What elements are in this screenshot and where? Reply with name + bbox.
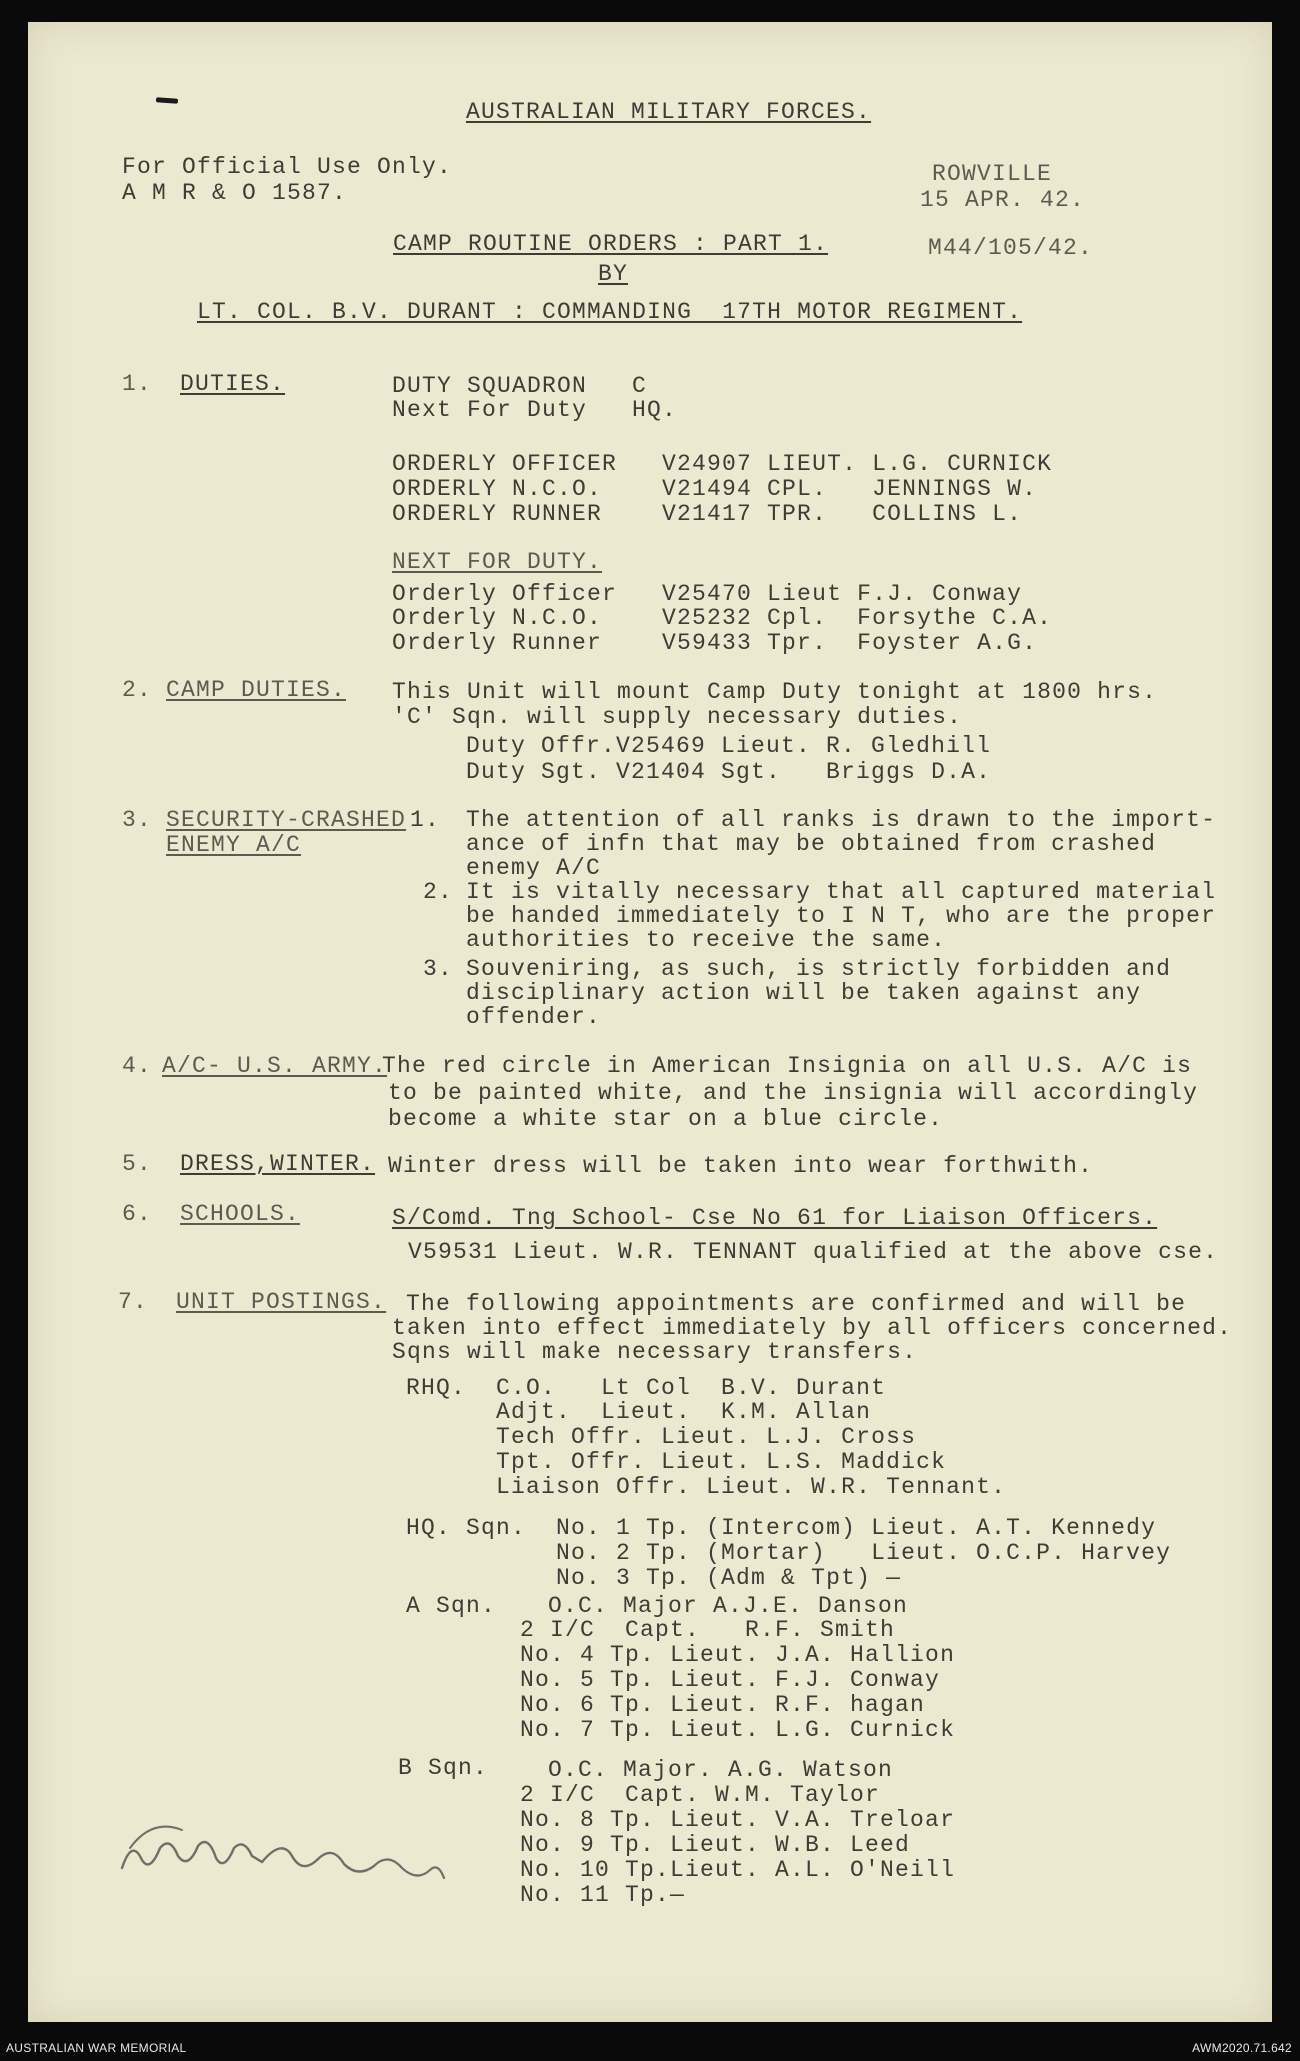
orders-title: CAMP ROUTINE ORDERS : PART 1. [393, 231, 829, 257]
paragraph-number: 1. [410, 807, 441, 833]
handwritten-signature [112, 1778, 472, 1898]
postings-text: The following appointments are confirmed and will be [406, 1291, 1187, 1317]
section-heading-camp-duties: CAMP DUTIES. [166, 677, 347, 703]
section-number: 3. [122, 807, 153, 833]
rhq-posting: Adjt. Lieut. K.M. Allan [406, 1399, 872, 1425]
security-text: The attention of all ranks is drawn to the import- [466, 807, 1217, 833]
section-heading-duties: DUTIES. [180, 371, 286, 397]
a-sqn-posting: No. 5 Tp. Lieut. F.J. Conway [520, 1667, 941, 1693]
dress-text: Winter dress will be taken into wear forthwith. [388, 1153, 1094, 1179]
security-text: authorities to receive the same. [466, 927, 947, 953]
hq-sqn-posting: No. 3 Tp. (Adm & Tpt) — [406, 1565, 902, 1591]
b-sqn-posting: No. 9 Tp. Lieut. W.B. Leed [520, 1832, 911, 1858]
section-heading-security-line2: ENEMY A/C [166, 832, 302, 858]
paragraph-number: 2. [423, 879, 454, 905]
section-number: 2. [122, 677, 153, 703]
next-orderly-nco: Orderly N.C.O. V25232 Cpl. Forsythe C.A. [392, 605, 1053, 631]
camp-duties-line: This Unit will mount Camp Duty tonight at 1800 hrs. [392, 679, 1158, 705]
postings-text: taken into effect immediately by all officers concerned. [392, 1315, 1233, 1341]
a-sqn-posting: No. 7 Tp. Lieut. L.G. Curnick [520, 1717, 956, 1743]
archive-name: AUSTRALIAN WAR MEMORIAL [6, 2041, 187, 2055]
postings-text: Sqns will make necessary transfers. [392, 1339, 918, 1365]
section-heading-security: SECURITY-CRASHED [166, 807, 407, 833]
archive-reference: AWM2020.71.642 [1192, 2041, 1292, 2055]
rhq-posting: Liaison Offr. Lieut. W.R. Tennant. [406, 1474, 1007, 1500]
official-use-label: For Official Use Only. [122, 154, 453, 180]
amr-reference: A M R & O 1587. [122, 180, 348, 206]
schools-text: V59531 Lieut. W.R. TENNANT qualified at the above cse. [408, 1239, 1219, 1265]
schools-text: S/Comd. Tng School- Cse No 61 for Liaison Officers. [392, 1205, 1158, 1231]
b-sqn-posting: O.C. Major. A.G. Watson [548, 1757, 894, 1783]
location: ROWVILLE [932, 161, 1053, 187]
next-orderly-officer: Orderly Officer V25470 Lieut F.J. Conway [392, 581, 1023, 607]
b-sqn-posting: No. 10 Tp.Lieut. A.L. O'Neill [520, 1857, 956, 1883]
security-text: It is vitally necessary that all captured material [466, 879, 1217, 905]
b-sqn-posting: No. 8 Tp. Lieut. V.A. Treloar [520, 1807, 956, 1833]
section-heading-dress: DRESS,WINTER. [180, 1151, 376, 1177]
section-heading-unit-postings: UNIT POSTINGS. [176, 1289, 387, 1315]
security-text: offender. [466, 1004, 602, 1030]
section-number: 1. [122, 371, 153, 397]
duty-officer: Duty Offr.V25469 Lieut. R. Gledhill [466, 733, 992, 759]
archive-footer [0, 2033, 1300, 2061]
section-heading-us-army: A/C- U.S. ARMY. [162, 1053, 388, 1079]
security-text: enemy A/C [466, 855, 602, 881]
b-sqn-label: B Sqn. [398, 1755, 489, 1781]
hq-sqn-posting: No. 2 Tp. (Mortar) Lieut. O.C.P. Harvey [406, 1540, 1172, 1566]
a-sqn-posting: No. 6 Tp. Lieut. R.F. hagan [520, 1692, 926, 1718]
section-number: 7. [118, 1289, 149, 1315]
rhq-posting: Tech Offr. Lieut. L.J. Cross [406, 1424, 917, 1450]
document-title: AUSTRALIAN MILITARY FORCES. [466, 99, 872, 125]
paragraph-number: 3. [423, 956, 454, 982]
security-text: be handed immediately to I N T, who are the proper [466, 903, 1217, 929]
camp-duties-line: 'C' Sqn. will supply necessary duties. [392, 704, 963, 730]
rhq-posting: RHQ. C.O. Lt Col B.V. Durant [406, 1375, 887, 1401]
next-for-duty-heading: NEXT FOR DUTY. [392, 549, 603, 575]
us-army-text: The red circle in American Insignia on all U.S. A/C is [382, 1053, 1193, 1079]
next-for-duty: Next For Duty HQ. [392, 397, 678, 423]
orders-reference: M44/105/42. [928, 235, 1094, 261]
section-number: 4. [122, 1053, 153, 1079]
a-sqn-label: A Sqn. [406, 1593, 497, 1619]
orderly-nco: ORDERLY N.C.O. V21494 CPL. JENNINGS W. [392, 476, 1038, 502]
duty-squadron: DUTY SQUADRON C [392, 373, 648, 399]
us-army-text: become a white star on a blue circle. [388, 1106, 944, 1132]
rhq-posting: Tpt. Offr. Lieut. L.S. Maddick [406, 1449, 947, 1475]
next-orderly-runner: Orderly Runner V59433 Tpr. Foyster A.G. [392, 630, 1038, 656]
section-heading-schools: SCHOOLS. [180, 1201, 301, 1227]
a-sqn-posting: O.C. Major A.J.E. Danson [548, 1593, 909, 1619]
b-sqn-posting: No. 11 Tp.— [520, 1882, 686, 1908]
section-number: 6. [122, 1201, 153, 1227]
duty-sergeant: Duty Sgt. V21404 Sgt. Briggs D.A. [466, 759, 992, 785]
by-label: BY [598, 261, 629, 287]
b-sqn-posting: 2 I/C Capt. W.M. Taylor [520, 1782, 881, 1808]
orderly-officer: ORDERLY OFFICER V24907 LIEUT. L.G. CURNICK [392, 451, 1053, 477]
a-sqn-posting: No. 4 Tp. Lieut. J.A. Hallion [520, 1642, 956, 1668]
security-text: ance of infn that may be obtained from crashed [466, 831, 1157, 857]
date: 15 APR. 42. [920, 187, 1086, 213]
orderly-runner: ORDERLY RUNNER V21417 TPR. COLLINS L. [392, 501, 1023, 527]
hq-sqn-posting: HQ. Sqn. No. 1 Tp. (Intercom) Lieut. A.T. Kennedy [406, 1515, 1157, 1541]
a-sqn-posting: 2 I/C Capt. R.F. Smith [520, 1617, 896, 1643]
us-army-text: to be painted white, and the insignia will accordingly [388, 1080, 1199, 1106]
section-number: 5. [122, 1151, 153, 1177]
security-text: disciplinary action will be taken against any [466, 980, 1142, 1006]
commanding-officer-line: LT. COL. B.V. DURANT : COMMANDING 17TH MOTOR REGIMENT. [197, 299, 1023, 325]
security-text: Souveniring, as such, is strictly forbidden and [466, 956, 1172, 982]
